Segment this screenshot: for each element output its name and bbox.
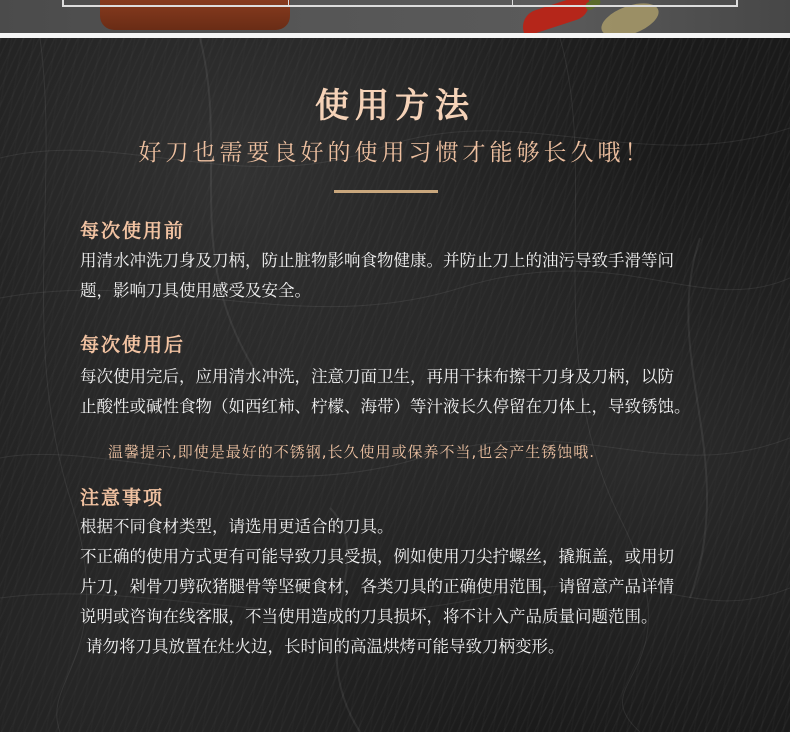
body-line: 说明或咨询在线客服，不当使用造成的刀具损坏，将不计入产品质量问题范围。 [80, 607, 658, 626]
body-line: 用清水冲洗刀身及刀柄，防止脏物影响食物健康。并防止刀上的油污导致手滑等问 [80, 251, 674, 270]
section-heading-before-use: 每次使用前 [80, 220, 186, 242]
body-line: 不正确的使用方式更有可能导致刀具受损，例如使用刀尖拧螺丝，撬瓶盖，或用切 [80, 547, 674, 566]
body-line: 请勿将刀具放置在灶火边，长时间的高温烘烤可能导致刀柄变形。 [86, 637, 565, 656]
body-line: 每次使用完后，应用清水冲洗，注意刀面卫生，再用干抹布擦干刀身及刀柄，以防 [80, 367, 674, 386]
section-heading-after-use: 每次使用后 [80, 334, 186, 356]
section-heading-precautions: 注意事项 [80, 487, 165, 509]
body-line: 根据不同食材类型，请选用更适合的刀具。 [80, 517, 394, 536]
body-line: 片刀，剁骨刀劈砍猪腿骨等坚硬食材，各类刀具的正确使用范围，请留意产品详情 [80, 577, 674, 596]
title-divider [334, 190, 438, 193]
warm-tip: 温馨提示,即使是最好的不锈钢,长久使用或保养不当,也会产生锈蚀哦. [108, 443, 596, 461]
page-title: 使用方法 [315, 86, 475, 126]
body-line: 题，影响刀具使用感受及安全。 [80, 281, 311, 300]
page-subtitle: 好刀也需要良好的使用习惯才能够长久哦！ [138, 140, 652, 166]
body-line: 止酸性或碱性食物（如西红柿、柠檬、海带）等汁液长久停留在刀体上，导致锈蚀。 [80, 397, 691, 416]
spec-table-divider [288, 0, 289, 7]
spec-table-divider [512, 0, 513, 7]
section-body-after-use [80, 362, 740, 422]
top-photo-strip [0, 0, 790, 38]
section-body-before-use [80, 246, 740, 306]
usage-instructions-panel [0, 38, 790, 732]
section-body-precautions [80, 512, 740, 662]
spec-table-edge [62, 0, 738, 7]
